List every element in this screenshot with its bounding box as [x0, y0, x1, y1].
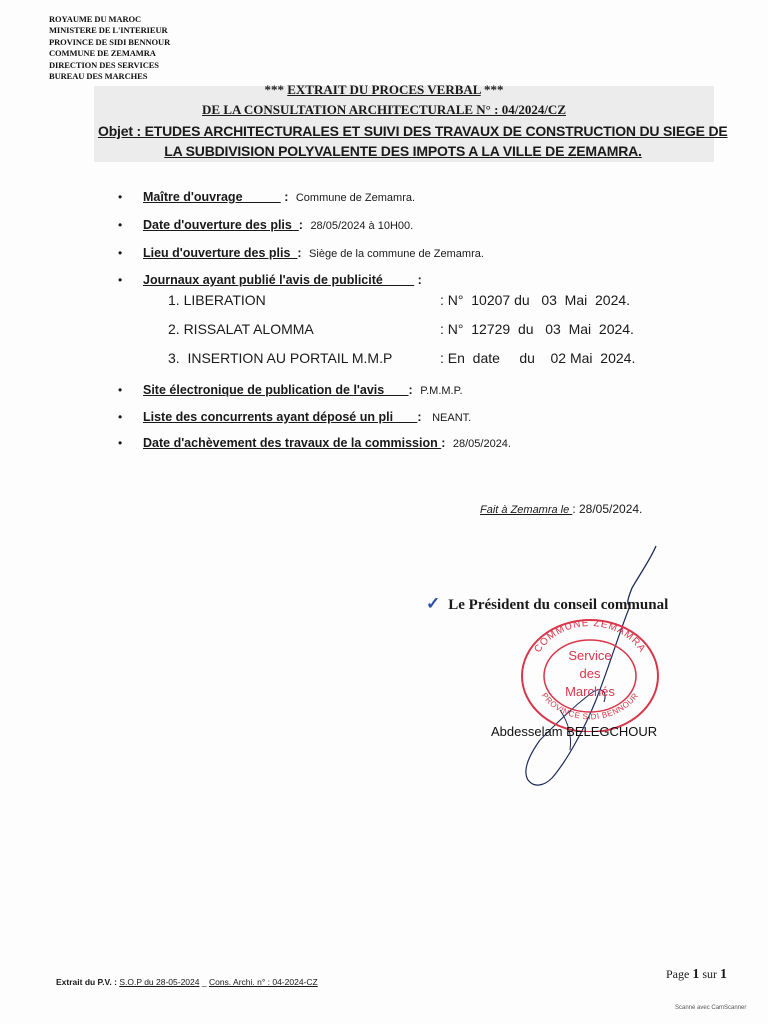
- president-label: Le Président du conseil communal: [448, 597, 669, 613]
- consultation-reference: [0, 102, 768, 118]
- bullet-icon: •: [118, 246, 123, 260]
- list-item: [118, 436, 511, 450]
- page-word: sur: [699, 967, 720, 981]
- item-value: P.M.M.P.: [420, 385, 463, 397]
- president-title: [426, 594, 668, 614]
- page-total: 1: [720, 967, 727, 982]
- issuer-header: [49, 14, 170, 82]
- journal-reference: : N° 10207 du 03 Mai 2024.: [440, 292, 631, 308]
- title-main: EXTRAIT DU PROCES VERBAL: [287, 82, 481, 97]
- list-item: [118, 383, 463, 397]
- stamp-center-line: Marchés: [565, 684, 615, 699]
- objet-line-2: LA SUBDIVISION POLYVALENTE DES IMPOTS A LA VILLE DE ZEMAMRA.: [164, 143, 642, 159]
- official-stamp: [518, 614, 662, 732]
- bullet-icon: •: [118, 436, 123, 450]
- item-value: Siège de la commune de Zemamra.: [309, 248, 484, 260]
- footer-reference: [56, 977, 318, 987]
- objet-text: : ETUDES ARCHITECTURALES ET SUIVI DES TRAVAUX DE CONSTRUCTION DU SIEGE DE: [132, 123, 728, 139]
- journal-name: 3. INSERTION AU PORTAIL M.M.P: [168, 350, 393, 366]
- bullet-icon: •: [118, 190, 123, 204]
- bullet-icon: •: [118, 383, 123, 397]
- list-item: [118, 246, 484, 260]
- footer-prefix: Extrait du P.V. :: [56, 977, 120, 987]
- item-value: 28/05/2024.: [452, 438, 511, 450]
- footer-ref-2: Cons. Archi. n° : 04-2024-CZ: [208, 977, 318, 987]
- item-label: Date d'achèvement des travaux de la commission: [143, 436, 442, 450]
- journal-reference: : N° 12729 du 03 Mai 2024.: [440, 321, 634, 337]
- header-line: ROYAUME DU MAROC: [49, 14, 142, 24]
- objet-block: [98, 121, 728, 161]
- objet-label: Objet: [98, 123, 133, 139]
- item-separator: :: [408, 383, 417, 397]
- footer-ref-1: S.O.P du 28-05-2024: [119, 977, 200, 987]
- page-word: Page: [666, 967, 693, 981]
- place-label: Fait à Zemamra le: [480, 504, 573, 516]
- journal-reference: : En date du 02 Mai 2024.: [440, 350, 636, 366]
- item-label: Lieu d'ouverture des plis: [143, 246, 298, 260]
- item-label: Journaux ayant publié l'avis de publicité: [143, 273, 415, 287]
- signature-date: : 28/05/2024.: [572, 502, 643, 516]
- objet-line-1: [98, 121, 728, 141]
- list-item: [118, 410, 471, 424]
- item-label: Date d'ouverture des plis: [143, 218, 299, 232]
- bullet-icon: •: [118, 218, 123, 232]
- header-line: MINISTERE DE L'INTERIEUR: [49, 25, 168, 36]
- item-value: 28/05/2024 à 10H00.: [310, 220, 414, 232]
- item-separator: :: [441, 436, 449, 450]
- journal-name: 2. RISSALAT ALOMMA: [168, 321, 314, 337]
- list-item: [118, 273, 422, 287]
- stamp-ring-bottom: PROVINCE SIDI BENNOUR: [539, 691, 641, 722]
- consultation-number: DE LA CONSULTATION ARCHITECTURALE N° : 04/2024/CZ: [202, 102, 566, 117]
- header-line: BUREAU DES MARCHES: [49, 71, 148, 82]
- item-label: Maître d'ouvrage: [143, 190, 281, 204]
- item-label: Site électronique de publication de l'avis: [143, 383, 409, 397]
- checkmark-icon: ✓: [426, 594, 441, 613]
- list-item: [118, 190, 415, 204]
- signer-name: Abdesselam BELEGCHOUR: [491, 724, 658, 739]
- item-separator: :: [414, 273, 422, 287]
- page-current: 1: [692, 967, 700, 982]
- document-title: [0, 82, 768, 98]
- title-stars: ***: [480, 82, 504, 97]
- title-stars: ***: [264, 82, 288, 97]
- journal-name: 1. LIBERATION: [168, 292, 266, 308]
- bullet-icon: •: [118, 273, 123, 287]
- header-line: COMMUNE DE ZEMAMRA: [49, 48, 156, 59]
- list-item: [118, 218, 413, 232]
- item-value: NEANT.: [429, 412, 472, 424]
- item-label: Liste des concurrents ayant déposé un pli: [143, 410, 418, 424]
- place-date-line: [480, 502, 642, 516]
- item-separator: :: [298, 218, 307, 232]
- stamp-center-line: Service: [568, 648, 612, 663]
- scanner-watermark: Scanné avec CamScanner: [675, 1005, 747, 1011]
- bullet-icon: •: [118, 410, 123, 424]
- stamp-center-line: des: [579, 666, 601, 681]
- item-value: Commune de Zemamra.: [295, 192, 416, 204]
- footer-separator: _: [199, 977, 209, 987]
- item-separator: :: [297, 246, 306, 260]
- stamp-ring-top: COMMUNE ZEMAMRA: [532, 617, 648, 655]
- item-separator: :: [417, 410, 426, 424]
- page-number: [666, 967, 727, 983]
- header-line: PROVINCE DE SIDI BENNOUR: [49, 36, 171, 47]
- header-line: DIRECTION DES SERVICES: [49, 59, 159, 70]
- item-separator: :: [280, 190, 292, 204]
